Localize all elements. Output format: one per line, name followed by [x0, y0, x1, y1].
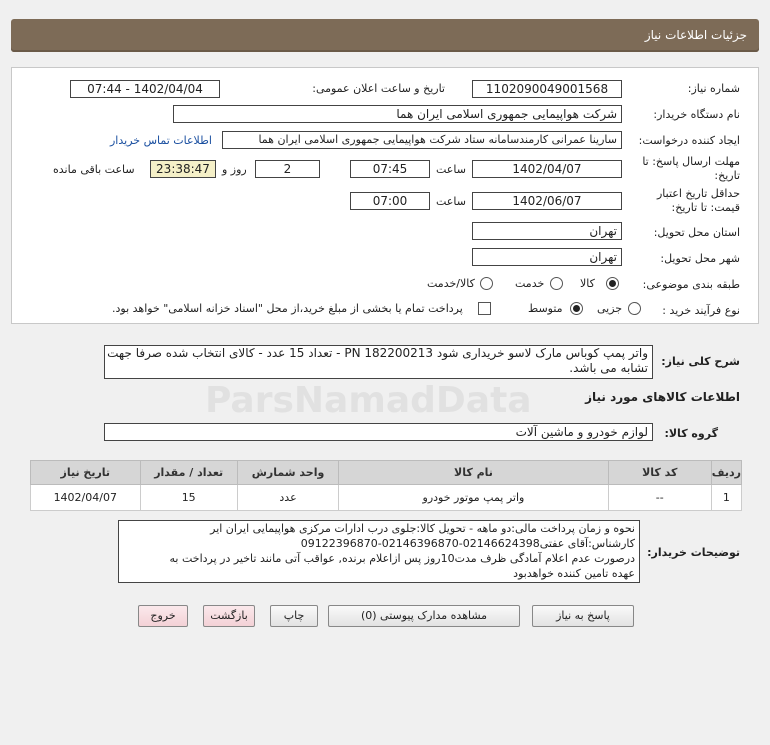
- cell-qty: 15: [140, 485, 237, 511]
- process-option-medium: متوسط: [528, 302, 563, 315]
- announce-date-label: تاریخ و ساعت اعلان عمومی:: [312, 82, 445, 95]
- requester-label: ایجاد کننده درخواست:: [638, 134, 740, 147]
- remaining-time-label: ساعت باقی مانده: [53, 163, 135, 176]
- page-header: [11, 19, 759, 52]
- treasury-text: پرداخت تمام یا بخشی از مبلغ خرید،از محل "اسناد خزانه اسلامی" خواهد بود.: [112, 302, 463, 315]
- deadline-days-field: 2: [255, 160, 320, 178]
- process-radio-minor[interactable]: [628, 302, 641, 315]
- attachments-button[interactable]: مشاهده مدارک پیوستی (0): [328, 605, 520, 627]
- deadline-date-field: 1402/04/07: [472, 160, 622, 178]
- category-radio-service[interactable]: [550, 277, 563, 290]
- process-radio-medium[interactable]: [570, 302, 583, 315]
- deadline-time-field: 07:45: [350, 160, 430, 178]
- validity-date-field: 1402/06/07: [472, 192, 622, 210]
- deadline-label-line2: تاریخ:: [714, 169, 740, 182]
- goods-table-header: [31, 461, 742, 485]
- col-unit: واحد شمارش: [237, 461, 338, 485]
- category-label: طبقه بندی موضوعی:: [642, 278, 740, 291]
- goods-section-title: اطلاعات کالاهای مورد نیاز: [585, 390, 740, 404]
- delivery-city-label: شهر محل تحویل:: [660, 252, 740, 265]
- buyer-contact-link[interactable]: اطلاعات تماس خریدار: [110, 134, 212, 147]
- buyer-notes-box: [118, 520, 640, 583]
- exit-button[interactable]: خروج: [138, 605, 188, 627]
- delivery-province-field: تهران: [472, 222, 622, 240]
- category-radio-goods-service[interactable]: [480, 277, 493, 290]
- goods-table: [30, 460, 742, 511]
- description-label: شرح کلی نیاز:: [661, 355, 740, 368]
- delivery-city-field: تهران: [472, 248, 622, 266]
- cell-row: 1: [711, 485, 741, 511]
- category-radio-goods[interactable]: [606, 277, 619, 290]
- col-code: کد کالا: [608, 461, 711, 485]
- cell-unit: عدد: [237, 485, 338, 511]
- process-option-minor: جزیی: [597, 302, 623, 315]
- validity-time-label: ساعت: [436, 195, 466, 208]
- category-option-service: خدمت: [515, 277, 545, 290]
- remaining-time-field: 23:38:47: [150, 160, 216, 178]
- announce-date-field: 1402/04/04 - 07:44: [70, 80, 220, 98]
- buyer-notes-line2: کارشناس:آقای عفتی02146624398-02146396870-09122396870: [300, 537, 635, 550]
- deadline-label-line1: مهلت ارسال پاسخ: تا: [642, 155, 740, 168]
- table-row: [31, 485, 742, 511]
- col-date: تاریخ نیاز: [31, 461, 141, 485]
- validity-label-line1: حداقل تاریخ اعتبار: [656, 187, 740, 200]
- col-name: نام کالا: [339, 461, 608, 485]
- buyer-notes-line1: نحوه و زمان پرداخت مالی:دو ماهه - تحویل کالا:جلوی درب ادارات مرکزی هواپیمایی ایران ایر: [210, 522, 635, 535]
- need-number-label: شماره نیاز:: [687, 82, 740, 95]
- col-qty: تعداد / مقدار: [140, 461, 237, 485]
- validity-time-field: 07:00: [350, 192, 430, 210]
- description-line2: تشابه می باشد.: [569, 361, 648, 375]
- deadline-time-label: ساعت: [436, 163, 466, 176]
- buyer-notes-line4: عهده تامین کننده خواهدبود: [513, 567, 635, 580]
- category-option-goods: کالا: [580, 277, 595, 290]
- validity-label-line2: قیمت: تا تاریخ:: [671, 201, 740, 214]
- goods-group-field: لوازم خودرو و ماشین آلات: [104, 423, 653, 441]
- col-row: ردیف: [711, 461, 741, 485]
- description-line1: واتر پمپ کوباس مارک لاسو خریداری شود PN 182200213 - تعداد 15 عدد - کالای انتخاب شده صرفا جهت: [107, 346, 648, 360]
- cell-name: واتر پمپ موتور خودرو: [339, 485, 608, 511]
- watermark-brand: ParsNamadData: [205, 380, 532, 421]
- requester-field: سارینا عمرانی کارمندسامانه ستاد شرکت هواپیمایی جمهوری اسلامی ایران هما: [222, 131, 622, 149]
- reply-button[interactable]: پاسخ به نیاز: [532, 605, 634, 627]
- deadline-days-label: روز و: [222, 163, 247, 176]
- buyer-org-field: شرکت هواپیمایی جمهوری اسلامی ایران هما: [173, 105, 622, 123]
- cell-date: 1402/04/07: [31, 485, 141, 511]
- cell-code: --: [608, 485, 711, 511]
- buyer-notes-line3: درصورت عدم اعلام آمادگی ظرف مدت10روز پس ازاعلام برنده, عواقب آتی مانند تاخیر در پرداخت به: [169, 552, 635, 565]
- need-number-field: 1102090049001568: [472, 80, 622, 98]
- treasury-checkbox[interactable]: [478, 302, 491, 315]
- print-button[interactable]: چاپ: [270, 605, 318, 627]
- back-button[interactable]: بازگشت: [203, 605, 255, 627]
- description-box: [104, 345, 653, 379]
- buyer-org-label: نام دستگاه خریدار:: [653, 108, 740, 121]
- process-label: نوع فرآیند خرید :: [662, 304, 740, 317]
- category-option-goods-service: کالا/خدمت: [427, 277, 475, 290]
- goods-group-label: گروه کالا:: [664, 427, 718, 440]
- page-title: جزئیات اطلاعات نیاز: [644, 28, 747, 42]
- buyer-notes-label: توضیحات خریدار:: [647, 546, 740, 559]
- delivery-province-label: استان محل تحویل:: [653, 226, 740, 239]
